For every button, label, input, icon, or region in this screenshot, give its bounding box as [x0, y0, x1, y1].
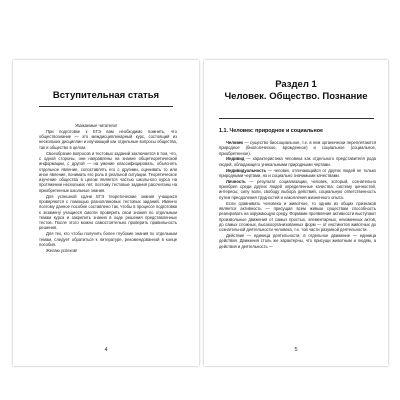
title-underline — [39, 106, 173, 107]
subsection-heading: 1.1. Человек: природное и социальное — [219, 128, 324, 134]
section-title: Раздел 1 — [275, 79, 317, 90]
defined-term: Человек — [226, 140, 244, 145]
section-subtitle: Человек. Общество. Познание — [224, 91, 368, 102]
paragraph: Для успешной сдачи ЕГЭ теоретические знания учащихся проверяются с помощью разноплановых тестовых заданий. Именно поэтому данное пособие составлено так, чтобы в процессе подготовки к экзамену учащиеся смогли проверить свои знания по отдельным темам курса и закрепить знания в ходе решения представленных тестов. После этого можно самостоятельно проверить правильность решения. — [39, 193, 177, 231]
left-page — [13, 60, 199, 366]
page-title: Вступительная статья — [52, 90, 160, 101]
defined-term: Личность — [226, 178, 246, 184]
paragraph: Личность — результат социализации, человек, который, сознательно приобрел среди других людей определенные качества: систему ценностей, интересы, силу воли, свободу выбора действий, социальную ответственность путем преодоления трудностей и накопления жизненного опыта. — [219, 178, 376, 200]
paragraph: Индивидуальность — человек, отличающийся от других людей не только природными чертами, но и социально значимыми качествами. — [219, 167, 376, 178]
introduction-text — [39, 123, 177, 254]
page-number: 5 — [294, 347, 298, 353]
paragraph: При подготовке к ЕГЭ вам необходимо помнить, что обществознание — это междисциплинарный курс, состоящий из нескольких дисциплин и изучающий как отдельные вопросы общества, так и общество в целом. — [39, 128, 177, 150]
greeting: Уважаемые читатели! — [75, 123, 117, 128]
page-number: 4 — [104, 347, 108, 353]
defined-term: Индивидуальность — [226, 167, 266, 173]
paragraph: Человек — существо биосоциальное, т.е. в нем органически переплетаются природное (биологическое, врожденное) и социальное (социальное, приобретенное). — [219, 140, 376, 156]
section-text — [219, 140, 376, 250]
paragraph: Индивид — характеристика человека как отдельного представителя рода людей, обладающего уникальными природными чертами. — [219, 156, 376, 167]
title-underline — [219, 118, 374, 119]
paragraph: Своеобразие вопросов и тестовых заданий заключается в том, что, с одной стороны, они направлены на знание общетеоретической информации, с другой — на умение классифицировать, объяснять отдельное явление, сопоставлять его с другими, оценивать то или иное явление, понимать его роль в реальной ситуации. Теоретическое изучение общества в целом является частью школьного курса на протяжении нескольких лет, поэтому тестовые задания рассчитаны на приобретенные школьные знания. — [39, 150, 177, 193]
closing-wish: Желаю успехов! — [46, 247, 78, 253]
defined-term: Индивид — [226, 156, 245, 162]
paragraph: Если сравнивать человека и животное, то одним из общих признаков является активность — присущая всем живым существам способность реагировать на окружающую среду. Формами проявления активности выступают произвольные движения от самых простых, элементарных, неизменных актов, до самых сложных, высокоорганизованных форм — от инстинктов животных до сознательной деятельности человека, т.е. той части разумной деятельности. — [219, 200, 376, 233]
paragraph: Действие — единица деятельности, в отдельное движение — единица действия. Движения столь же характерны, что присущи животным и людям, а действия и деятельность — — [219, 233, 376, 249]
paragraph: Для тех, кто чтобы получить более глубокие знания по отдельным темам, следует обратиться к литературе, рекомендованной в конце пособия. — [39, 231, 177, 247]
right-page — [204, 60, 388, 366]
